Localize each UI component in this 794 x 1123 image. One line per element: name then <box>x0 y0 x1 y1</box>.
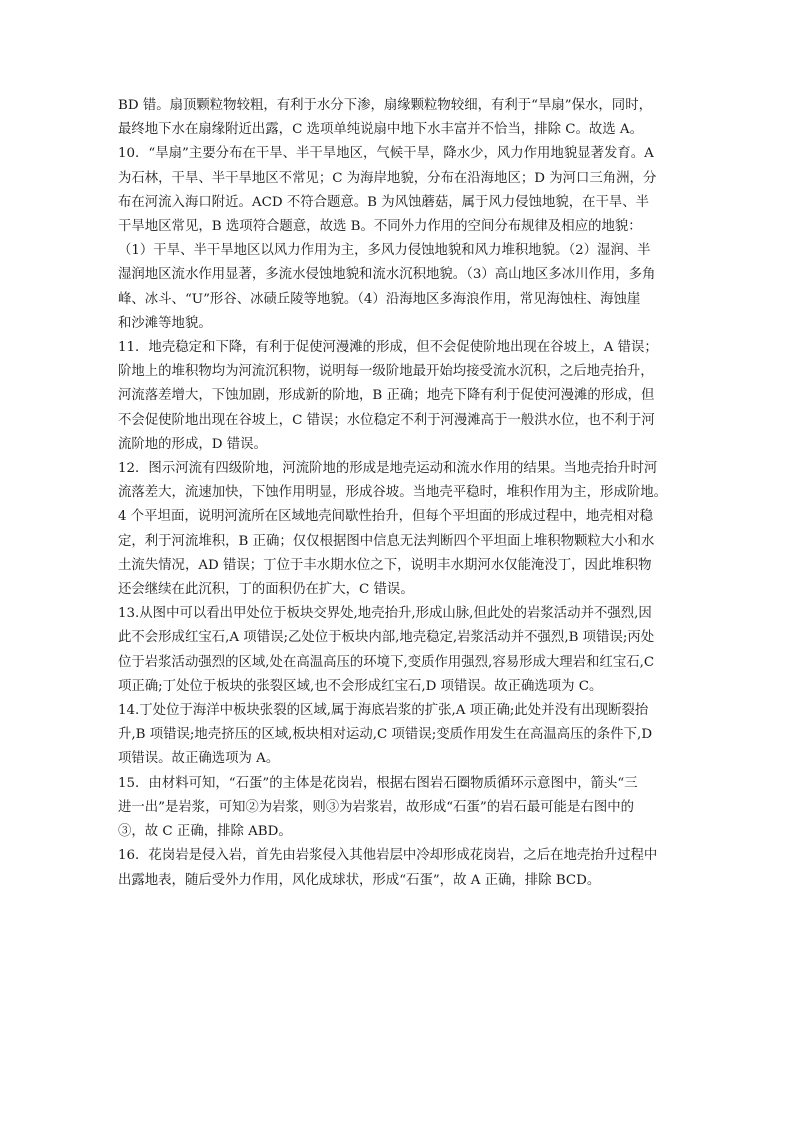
text-line: 10．“旱扇”主要分布在干旱、半干旱地区，气候干旱，降水少，风力作用地貌显著发育。A <box>118 146 654 162</box>
paragraph-question-14 <box>118 699 678 772</box>
paragraph-question-13 <box>118 602 678 699</box>
text-line: 出露地表，随后受外力作用，风化成球状，形成“石蛋”，故 A 正确，排除 BCD。 <box>118 872 601 888</box>
paragraph-continuation <box>118 94 678 142</box>
text-line: 项错误。故正确选项为 A。 <box>118 751 280 767</box>
paragraph-question-10 <box>118 142 678 336</box>
text-line: 流落差大，流速加快，下蚀作用明显，形成谷坡。当地壳平稳时，堆积作用为主，形成阶地。 <box>118 485 668 501</box>
text-line: 12．图示河流有四级阶地，河流阶地的形成是地壳运动和流水作用的结果。当地壳抬升时河 <box>118 461 658 477</box>
text-line: BD 错。扇顶颗粒物较粗，有利于水分下渗，扇缘颗粒物较细，有利于“旱扇”保水，同时， <box>118 98 652 113</box>
text-line: 11．地壳稳定和下降，有利于促使河漫滩的形成，但不会促使阶地出现在谷坡上，A 错误； <box>118 340 658 356</box>
paragraph-question-12 <box>118 457 678 602</box>
text-line: 土流失情况，AD 错误；丁位于丰水期水位之下，说明丰水期河水仅能淹没丁，因此堆积物 <box>118 557 652 573</box>
text-line: 最终地下水在扇缘附近出露，C 选项单纯说扇中地下水丰富并不恰当，排除 C。故选 A。 <box>118 122 643 138</box>
text-line: （1）干旱、半干旱地区以风力作用为主，多风力侵蚀地貌和风力堆积地貌。（2）湿润、半 <box>118 243 651 259</box>
text-line: 13.从图中可以看出甲处位于板块交界处,地壳抬升,形成山脉,但此处的岩浆活动并不强烈,因 <box>118 606 652 622</box>
paragraph-question-11 <box>118 336 678 457</box>
text-line: 流阶地的形成，D 错误。 <box>118 436 267 452</box>
paragraph-question-15 <box>118 772 678 845</box>
text-line: 湿润地区流水作用显著，多流水侵蚀地貌和流水沉积地貌。（3）高山地区多冰川作用，多角 <box>118 267 656 283</box>
text-line: 河流落差增大，下蚀加剧，形成新的阶地，B 正确；地壳下降有利于促使河漫滩的形成，但 <box>118 388 655 404</box>
text-line: 4 个平坦面，说明河流所在区域地壳间歇性抬升，但每个平坦面的形成过程中，地壳相对稳 <box>118 509 654 525</box>
text-line: 项正确;丁处位于板块的张裂区域,也不会形成红宝石,D 项错误。故正确选项为 C。 <box>118 678 603 694</box>
text-line: ③，故 C 正确，排除 ABD。 <box>118 824 292 840</box>
text-line: 还会继续在此沉积，丁的面积仍在扩大，C 错误。 <box>118 582 414 598</box>
paragraph-question-16 <box>118 844 678 892</box>
text-line: 位于岩浆活动强烈的区域,处在高温高压的环境下,变质作用强烈,容易形成大理岩和红宝石,C <box>118 654 655 670</box>
text-line: 不会促使阶地出现在谷坡上，C 错误；水位稳定不利于河漫滩高于一般洪水位，也不利于河 <box>118 412 655 428</box>
text-line: 布在河流入海口附近。ACD 不符合题意。B 为风蚀蘑菇，属于风力侵蚀地貌，在干旱、半 <box>118 194 650 210</box>
text-line: 峰、冰斗、“U”形谷、冰碛丘陵等地貌。（4）沿海地区多海浪作用，常见海蚀柱、海蚀崖 <box>118 291 641 307</box>
text-line: 15．由材料可知，“石蛋”的主体是花岗岩，根据右图岩石圈物质循环示意图中，箭头“三 <box>118 775 638 791</box>
text-line: 进一出”是岩浆，可知②为岩浆，则③为岩浆岩，故形成“石蛋”的岩石最可能是右图中的 <box>118 799 634 815</box>
text-line: 阶地上的堆积物均为河流沉积物，说明每一级阶地最开始均接受流水沉积，之后地壳抬升， <box>118 364 654 380</box>
text-line: 14.丁处位于海洋中板块张裂的区域,属于海底岩浆的扩张,A 项正确;此处并没有出现断裂抬 <box>118 703 649 719</box>
text-line: 为石林，干旱、半干旱地区不常见；C 为海岸地貌，分布在沿海地区；D 为河口三角洲，分 <box>118 170 657 186</box>
text-line: 升,B 项错误;地壳挤压的区域,板块相对运动,C 项错误;变质作用发生在高温高压的条件下,D <box>118 727 653 743</box>
text-line: 干旱地区常见，B 选项符合题意，故选 B。不同外力作用的空间分布规律及相应的地貌： <box>118 219 642 235</box>
text-line: 定，利于河流堆积，B 正确；仅仅根据图中信息无法判断四个平坦面上堆积物颗粒大小和水 <box>118 533 655 549</box>
text-line: 此不会形成红宝石,A 项错误;乙处位于板块内部,地壳稳定,岩浆活动并不强烈,B 项错误;丙处 <box>118 630 655 646</box>
text-line: 和沙滩等地貌。 <box>118 315 212 331</box>
answer-page <box>118 94 678 893</box>
text-line: 16．花岗岩是侵入岩，首先由岩浆侵入其他岩层中冷却形成花岗岩，之后在地壳抬升过程中 <box>118 848 658 864</box>
